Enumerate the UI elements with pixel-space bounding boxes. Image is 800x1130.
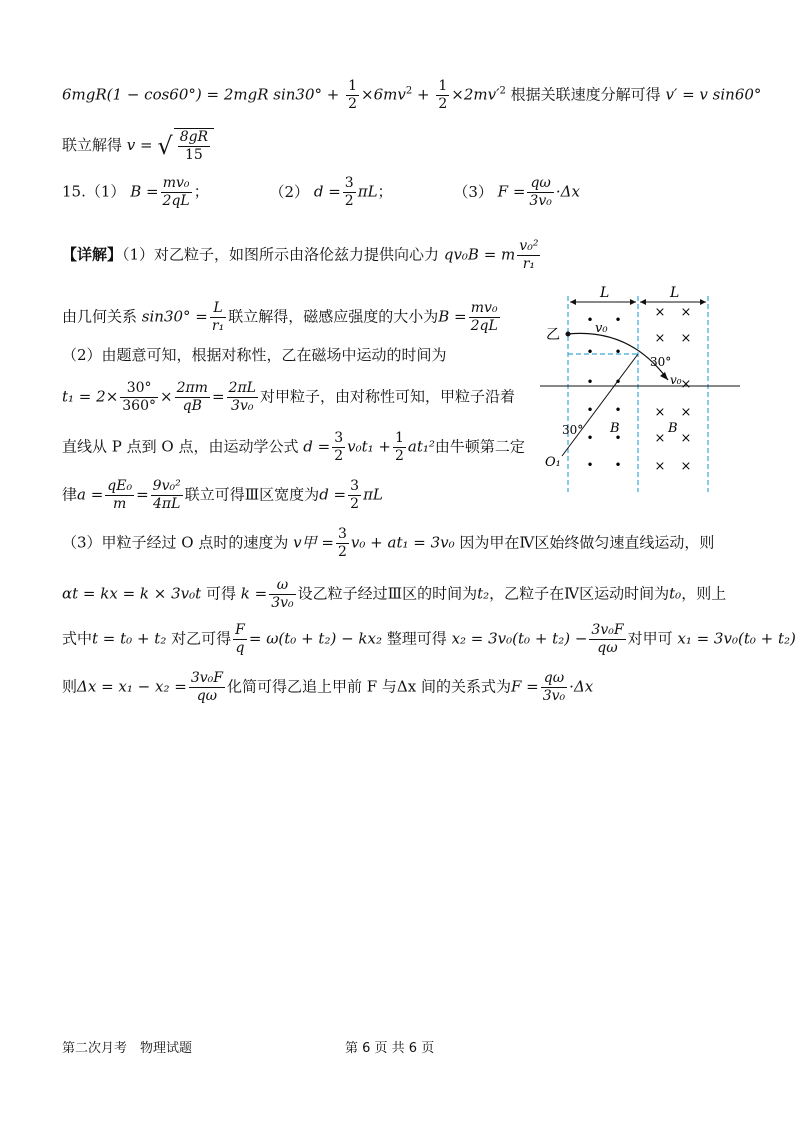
frac-2piL-3v0 [227,380,258,415]
v-jia-tail: v₀ + at₁ = 3v₀ [350,533,455,552]
field-cross-icon: × [654,331,666,346]
frac-num: qE₀ [107,478,133,494]
part3-line2 [62,577,726,612]
frac-den: qω [196,688,218,704]
frac-num: 8gR [179,129,209,145]
field-crosses-group [655,305,692,474]
start-point [566,332,571,337]
frac-3-2c [336,526,349,561]
a-lhs: a = [77,485,104,504]
part3-text12: 化简可得乙追上甲前 F 与Δx 间的关系式为 [226,677,511,696]
field-cross-icon: × [680,405,692,420]
detail-text: （1）对乙粒子，如图所示由洛伦兹力提供向心力 [122,245,440,264]
force-eq: = ω(t₀ + t₂) − kx₂ [248,629,382,648]
ans2-label: （2） [269,182,310,201]
part3-text7: 式中 [62,629,93,648]
frac-9v02-4piL [151,478,183,513]
v0-label-1: v₀ [595,321,608,336]
frac-F-q [233,622,247,657]
arrowhead [640,299,646,305]
equation-energy [62,78,761,113]
t0-symbol: t₀ [669,584,682,603]
velocity-decomp-eq: v′ = v sin60° [665,85,762,104]
frac-den: qω [597,640,618,656]
frac-8gR-15 [178,129,210,164]
frac-30-360 [120,380,158,415]
frac-num: 1 [395,430,404,446]
equals: = [211,387,225,406]
frac-num: v₀² [519,238,539,254]
x1-eq: x₁ = 3v₀(t₀ + t₂) [677,629,796,648]
frac-3v0F-qw-b [189,670,225,705]
equals: = [136,485,149,504]
solve-text: 联立解得 [62,136,123,154]
energy-term2: ×2mv′ [451,85,500,104]
angle-label-1: 30° [650,355,672,369]
geometry-line [62,300,502,335]
frac-1-2 [393,430,406,465]
frac-num: 2πL [228,380,256,396]
q15-label: 15.（1） [62,182,126,201]
part2-text6: 联立可得Ⅲ区宽度为 [184,485,320,504]
ans1-lhs: B = [130,182,159,201]
frac-num: 3 [344,175,354,191]
field-dot-icon: • [586,345,594,359]
t1-lhs: t₁ = 2× [62,387,119,406]
ans3-frac [527,175,553,210]
frac-den: 2qL [470,318,498,334]
frac-3v0F-qw [589,622,625,657]
part2-text2: 对甲粒子，由对称性可知，甲粒子沿着 [259,387,515,406]
d-mid: v₀t₁ + [347,437,391,456]
B2-label: B [668,421,678,436]
field-cross-icon: × [680,377,692,392]
ans3-label: （3） [453,182,493,201]
v-lhs: v = [126,136,158,154]
part3-text2: 因为甲在Ⅳ区始终做匀速直线运动，则 [459,533,715,552]
part3-text1: （3）甲粒子经过 O 点时的速度为 [62,533,289,552]
dx-eq: Δx = x₁ − x₂ = [77,677,187,696]
kx-eq: αt = kx = k × 3v₀t [62,584,202,603]
part3-line4 [62,670,593,705]
frac-num: 3v₀F [591,622,624,638]
frac-den: 3v₀ [231,398,254,414]
arrowhead [630,299,636,305]
geo-text2: 联立解得，磁感应强度的大小为 [228,307,439,326]
sep: ； [377,182,393,201]
v-jia-lhs: v甲 = [293,533,334,552]
B1-label: B [610,421,620,436]
frac-num: F [235,622,245,638]
detail-line [62,238,542,273]
arrowhead [700,299,706,305]
part3-text5: ，乙粒子在Ⅳ区运动时间为 [489,584,670,603]
L2-label: L [670,285,680,301]
frac-num: 30° [120,380,158,398]
t2-symbol: t₂ [477,584,490,603]
field-cross-icon: × [654,431,666,446]
part2-line4 [62,478,383,513]
yi-label: 乙 [546,327,560,343]
frac-num: mv₀ [469,300,500,318]
frac-num: 3 [337,526,347,542]
times: × [160,387,173,406]
frac-num: 3 [350,478,360,494]
sup-2: 2 [405,85,413,97]
field-dot-icon: • [614,403,622,417]
frac-num: 9v₀² [152,478,181,494]
frac-num: L [210,300,226,318]
energy-lhs: 6mgR(1 − cos60°) = 2mgR sin30° + [62,85,345,104]
part3-text6: ，则上 [681,584,727,603]
frac-final [541,670,567,705]
arrowhead [570,299,576,305]
frac-den: r₁ [211,318,225,334]
frac-den: 2 [438,96,448,112]
ans3-tail: ·Δx [555,182,580,201]
final-tail: ·Δx [569,677,594,696]
field-dot-icon: • [614,375,622,389]
geo-b: B = [438,307,467,326]
magnetic-field-figure [540,284,750,494]
detail-heading: 【详解】 [62,245,123,264]
O1-label: O₁ [545,455,561,470]
frac-3-2 [332,430,345,465]
part3-text4: 设乙粒子经过Ⅲ区的时间为 [297,584,478,603]
frac-den: q [235,640,245,656]
sup-2: 2 [499,85,506,97]
frac-half-2 [436,78,449,113]
field-dot-icon: • [586,431,594,445]
part2-line1 [62,344,447,365]
field-cross-icon: × [654,405,666,420]
geo-text1: 由几何关系 [62,307,138,326]
part3-text9: 整理可得 [386,629,447,648]
part2-line2 [62,380,515,415]
plus: + [412,85,435,104]
geo-eq: sin30° = [141,307,208,326]
frac-den: 15 [184,147,203,163]
t-eq: t = t₀ + t₂ [92,629,167,648]
lorentz-eq: qv₀B = m [443,245,516,264]
q15-answers [62,175,580,210]
frac-den: 3v₀ [271,595,294,611]
part2-text1: （2）由题意可知，根据对称性，乙在磁场中运动的时间为 [62,346,447,364]
frac-num: 2πm [176,380,208,396]
field-dots-group [586,313,621,472]
frac-num: 1 [438,78,448,94]
frac-den: 2qL [162,193,190,209]
ans1-frac [161,175,192,210]
angle-label-2: 30° [562,423,584,437]
frac-den: 2 [348,96,358,112]
field-dot-icon: • [586,313,594,327]
part2-text3: 直线从 P 点到 O 点，由运动学公式 [62,437,299,456]
frac-num: mv₀ [161,175,192,193]
radius-line [562,354,638,456]
final-lhs: F = [510,677,539,696]
sep: ； [193,182,209,201]
part3-text10: 对甲可 [627,629,673,648]
d2-tail: πL [363,485,383,504]
d-lhs: d = [303,437,331,456]
part2-text4: 由牛顿第二定 [434,437,525,456]
lorentz-frac [517,238,540,273]
v0-label-2: v₀ [670,373,682,387]
frac-den: 2 [337,544,347,560]
frac-num: 3v₀F [190,670,223,686]
sqrt-icon: √ [157,132,173,160]
field-cross-icon: × [680,431,692,446]
frac-den: qB [182,398,202,414]
part3-text11: 则 [62,677,78,696]
field-cross-icon: × [654,459,666,474]
frac-2pim-qB [175,380,210,415]
frac-num: qω [527,175,553,193]
part3-text8: 对乙可得 [171,629,232,648]
geo-frac [210,300,226,335]
frac-den: 360° [122,398,156,414]
field-cross-icon: × [680,331,692,346]
part2-text5: 律 [62,485,78,504]
frac-w-3v0 [269,577,295,612]
ans2-frac [343,175,356,210]
part2-line3 [62,430,525,465]
field-dot-icon: • [614,345,622,359]
frac-den: 4πL [152,496,181,512]
x2-eq: x₂ = 3v₀(t₀ + t₂) − [451,629,588,648]
field-cross-icon: × [680,305,692,320]
field-cross-icon: × [654,305,666,320]
footer-page-number: 第 6 页 共 6 页 [345,1041,435,1056]
L1-label: L [600,285,610,301]
frac-den: r₁ [522,256,536,272]
ans3-lhs: F = [497,182,526,201]
solve-v-line [62,128,214,164]
frac-num: ω [269,577,295,595]
frac-den: 3v₀ [542,688,566,704]
trajectory-arrowhead [660,372,668,380]
field-dot-icon: • [586,403,594,417]
d2-lhs: d = [319,485,347,504]
frac-num: qω [541,670,567,688]
part3-line3 [62,622,796,657]
ans2-tail: πL [357,182,378,201]
field-dot-icon: • [614,313,622,327]
frac-den: 2 [334,448,344,464]
frac-half-1 [346,78,359,113]
frac-num: 3 [334,430,344,446]
field-dot-icon: • [614,431,622,445]
frac-3-2b [348,478,361,513]
velocity-decomp-text: 根据关联速度分解可得 [510,85,661,104]
frac-den: 2 [395,448,404,464]
frac-den: m [113,496,127,512]
d-tail: at₁² [407,437,435,456]
energy-term1: ×6mv [361,85,406,104]
frac-den: 3v₀ [529,193,552,209]
field-cross-icon: × [680,459,692,474]
frac-den: 2 [350,496,360,512]
frac-qE0-m [105,478,134,513]
geo-b-frac [469,300,500,335]
footer-left: 第二次月考 物理试题 [62,1041,193,1056]
frac-den: 2 [344,193,354,209]
k-lhs: k = [240,584,268,603]
part3-text3: 可得 [205,584,236,603]
sqrt-body [174,128,214,164]
field-dot-icon: • [614,458,622,472]
field-dot-icon: • [586,375,594,389]
part3-line1 [62,526,714,561]
frac-num: 1 [348,78,358,94]
ans2-lhs: d = [313,182,341,201]
field-dot-icon: • [586,458,594,472]
